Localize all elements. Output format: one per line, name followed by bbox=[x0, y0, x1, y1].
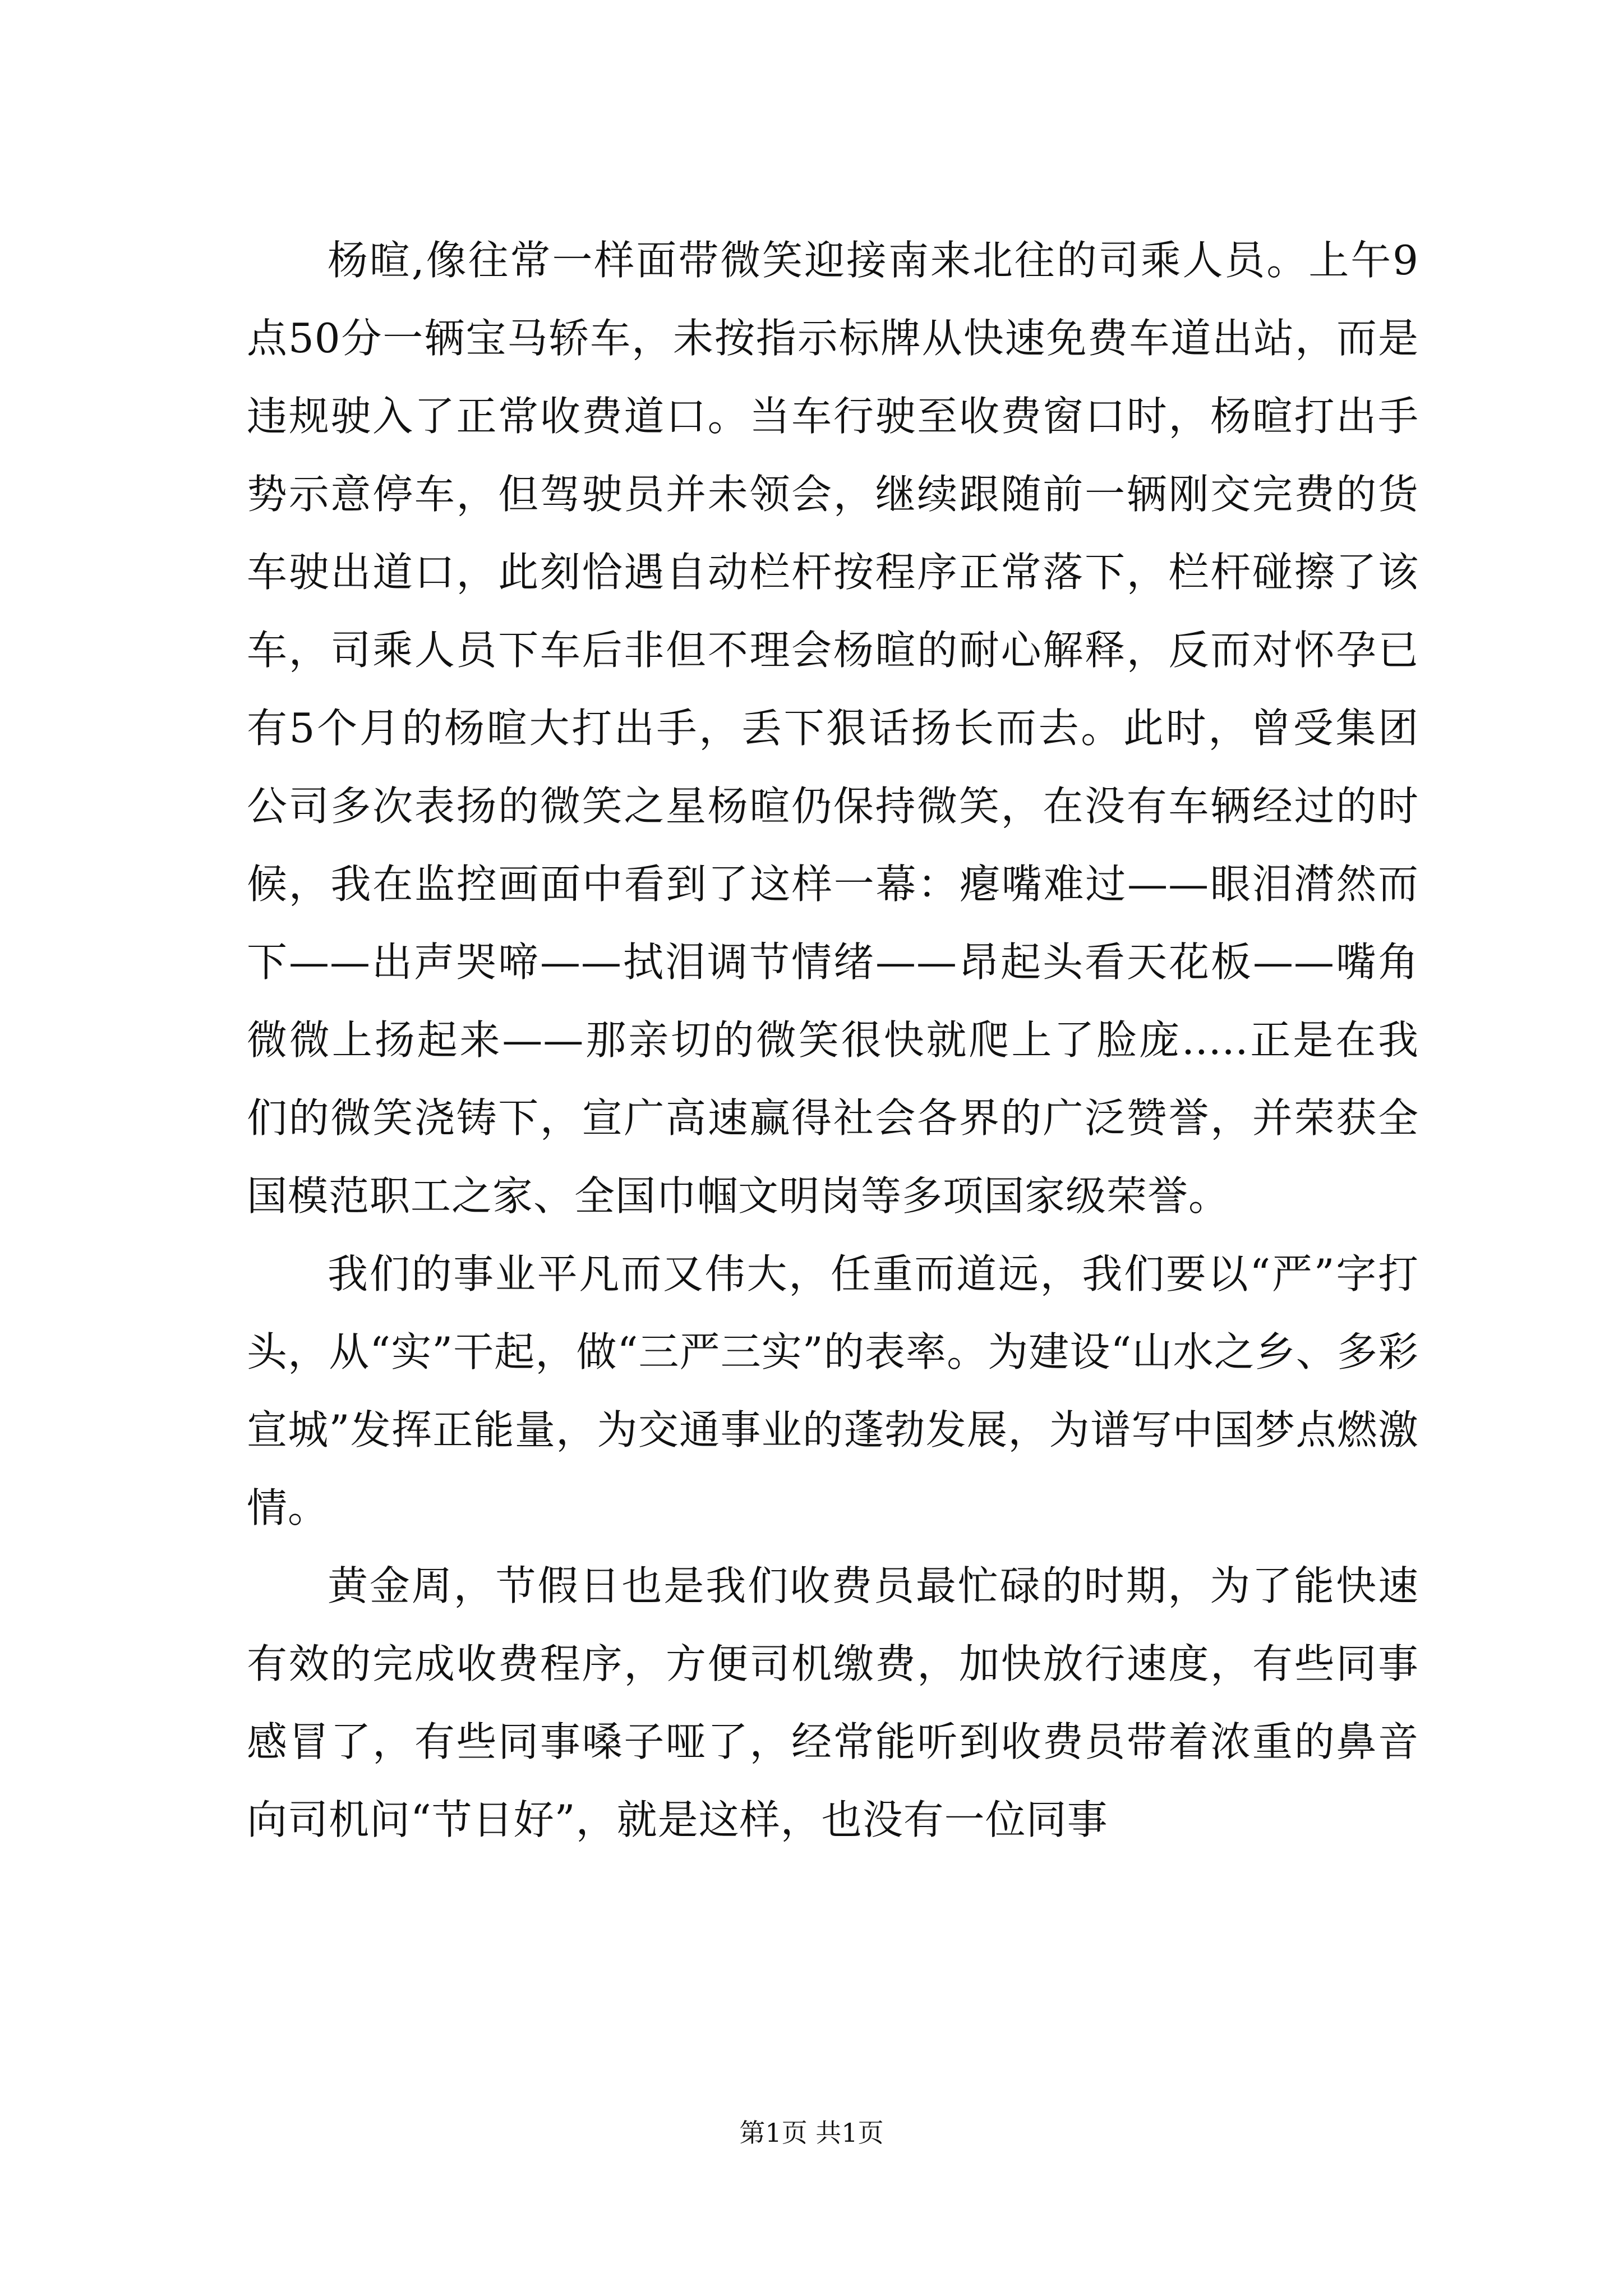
paragraph-2: 我们的事业平凡而又伟大，任重而道远，我们要以“严”字打头，从“实”干起，做“三严三实”的表率。为建设“山水之乡、多彩宣城”发挥正能量，为交通事业的蓬勃发展，为谱写中国梦点燃激情。 bbox=[247, 1250, 1419, 1531]
paragraph-1: 杨暄,像往常一样面带微笑迎接南来北往的司乘人员。上午9点50分一辆宝马轿车，未按指示标牌从快速免费车道出站，而是违规驶入了正常收费道口。当车行驶至收费窗口时，杨暄打出手势示意停车，但驾驶员并未领会，继续跟随前一辆刚交完费的货车驶出道口，此刻恰遇自动栏杆按程序正常落下，栏杆碰擦了该车，司乘人员下车后非但不理会杨暄的耐心解释，反而对怀孕已有5个月的杨暄大打出手，丢下狠话扬长而去。此时，曾受集团公司多次表扬的微笑之星杨暄仍保持微笑，在没有车辆经过的时候，我在监控画面中看到了这样一幕：瘪嘴难过——眼泪潸然而下——出声哭啼——拭泪调节情绪——昂起头看天花板——嘴角微微上扬起来——那亲切的微笑很快就爬上了脸庞.....正是在我们的微笑浇铸下，宣广高速赢得社会各界的广泛赞誉，并荣获全国模范职工之家、全国巾帼文明岗等多项国家级荣誉。 bbox=[247, 237, 1419, 1220]
document-body bbox=[247, 222, 1419, 1859]
page-footer: 第1页 共1页 bbox=[739, 2118, 884, 2148]
paragraph-3: 黄金周，节假日也是我们收费员最忙碌的时期，为了能快速有效的完成收费程序，方便司机缴费，加快放行速度，有些同事感冒了，有些同事嗓子哑了，经常能听到收费员带着浓重的鼻音向司机问“节日好”，就是这样，也没有一位同事 bbox=[247, 1562, 1419, 1843]
